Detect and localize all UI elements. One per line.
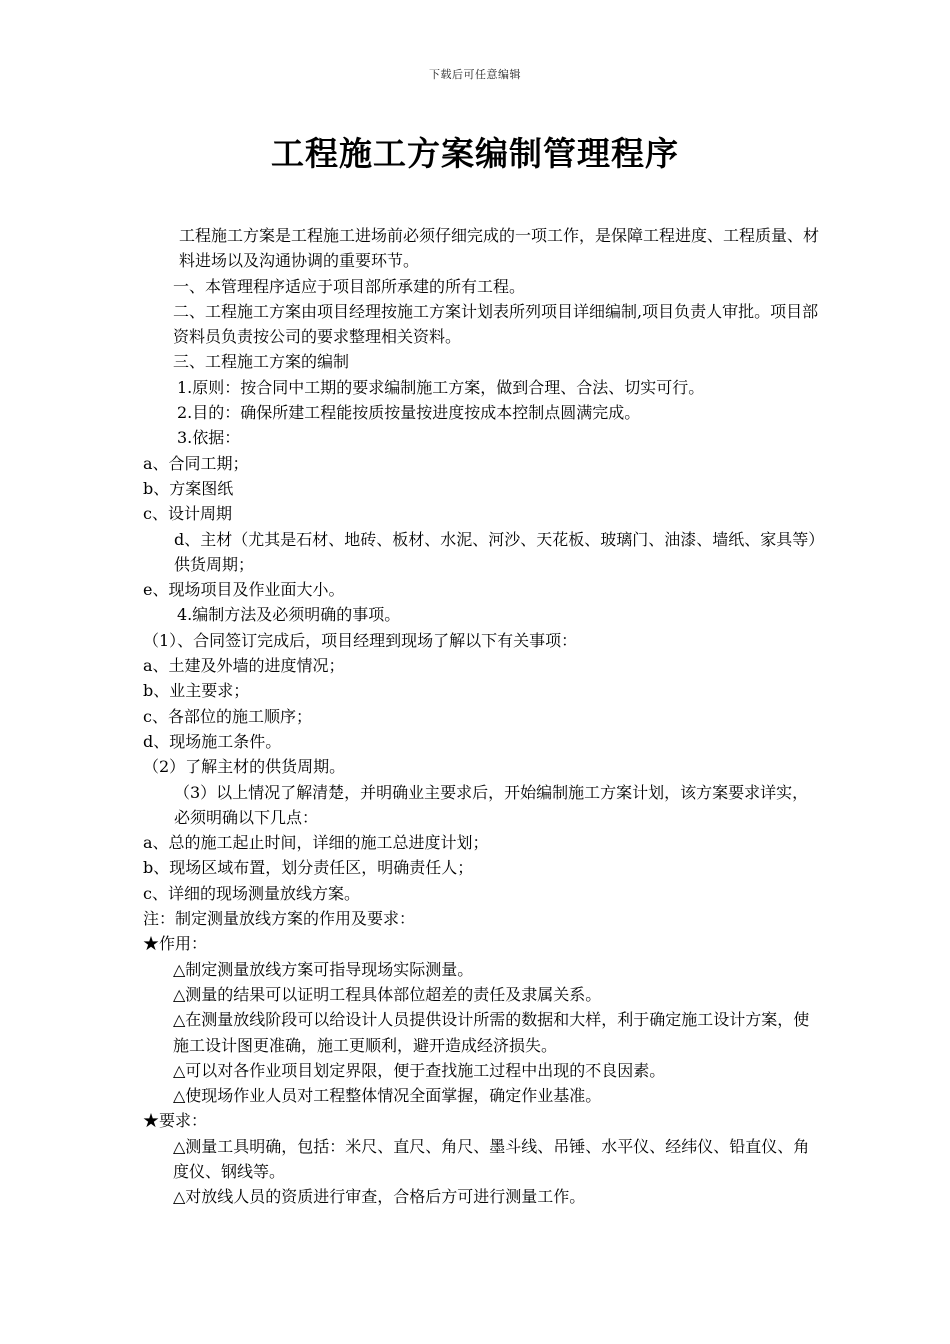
- basis-sub-item: e、现场项目及作业面大小。: [143, 580, 345, 600]
- basis-item: 3.依据：: [177, 428, 241, 448]
- section-two: 二、工程施工方案由项目经理按施工方案计划表所列项目详细编制,项目负责人审批。项目部资料员负责按公司的要求整理相关资料。: [173, 301, 819, 347]
- section-one: 一、本管理程序适应于项目部所承建的所有工程。: [173, 276, 526, 296]
- method-sub-item: a、总的施工起止时间，详细的施工总进度计划；: [143, 833, 489, 853]
- basis-sub-item: b、方案图纸: [143, 478, 234, 498]
- requirement-item: △对放线人员的资质进行审查，合格后方可进行测量工作。: [173, 1187, 586, 1207]
- note-line: 注：制定测量放线方案的作用及要求：: [143, 909, 416, 929]
- function-heading: ★作用：: [143, 934, 208, 954]
- intro-paragraph: 工程施工方案是工程施工进场前必须仔细完成的一项工作，是保障工程进度、工程质量、材料进场以及沟通协调的重要环节。: [179, 226, 820, 271]
- section-three-heading: 三、工程施工方案的编制: [173, 352, 350, 372]
- document-body: [143, 223, 823, 1210]
- method-sub-item: a、土建及外墙的进度情况；: [143, 656, 345, 676]
- method-sub-item: c、各部位的施工顺序；: [143, 706, 312, 726]
- principle-item: 1.原则：按合同中工期的要求编制施工方案，做到合理、合法、切实可行。: [177, 377, 705, 397]
- method-sub-item: c、详细的现场测量放线方案。: [143, 883, 360, 903]
- function-item: △使现场作业人员对工程整体情况全面掌握，确定作业基准。: [173, 1086, 602, 1106]
- function-item: △在测量放线阶段可以给设计人员提供设计所需的数据和大样，利于确定施工设计方案，使施工设计图更准确，施工更顺利，避开造成经济损失。: [173, 1010, 810, 1055]
- requirement-heading: ★要求：: [143, 1111, 208, 1131]
- method-step: （3）以上情况了解清楚，并明确业主要求后，开始编制施工方案计划，该方案要求详实，必须明确以下几点：: [174, 782, 809, 827]
- function-item: △制定测量放线方案可指导现场实际测量。: [173, 959, 474, 979]
- header-note: 下载后可任意编辑: [429, 68, 521, 81]
- requirement-item: △测量工具明确，包括：米尺、直尺、角尺、墨斗线、吊锤、水平仪、经纬仪、铅直仪、角度仪、钢线等。: [173, 1136, 810, 1181]
- method-sub-item: b、业主要求；: [143, 681, 250, 701]
- purpose-item: 2.目的：确保所建工程能按质按量按进度按成本控制点圆满完成。: [177, 403, 641, 423]
- basis-sub-item: d、主材（尤其是石材、地砖、板材、水泥、河沙、天花板、玻璃门、油漆、墙纸、家具等）供货周期；: [174, 529, 817, 574]
- method-item: 4.编制方法及必须明确的事项。: [177, 605, 401, 625]
- function-item: △可以对各作业项目划定界限，便于查找施工过程中出现的不良因素。: [173, 1060, 666, 1080]
- basis-sub-item: a、合同工期；: [143, 453, 249, 473]
- function-item: △测量的结果可以证明工程具体部位超差的责任及隶属关系。: [173, 984, 602, 1004]
- document-title: 工程施工方案编制管理程序: [271, 134, 679, 173]
- method-sub-item: d、现场施工条件。: [143, 731, 282, 751]
- basis-sub-item: c、设计周期: [143, 504, 232, 524]
- method-sub-item: b、现场区域布置，划分责任区，明确责任人；: [143, 858, 474, 878]
- method-step: （2）了解主材的供货周期。: [143, 757, 346, 777]
- method-step: （1）、合同签订完成后，项目经理到现场了解以下有关事项：: [143, 630, 578, 650]
